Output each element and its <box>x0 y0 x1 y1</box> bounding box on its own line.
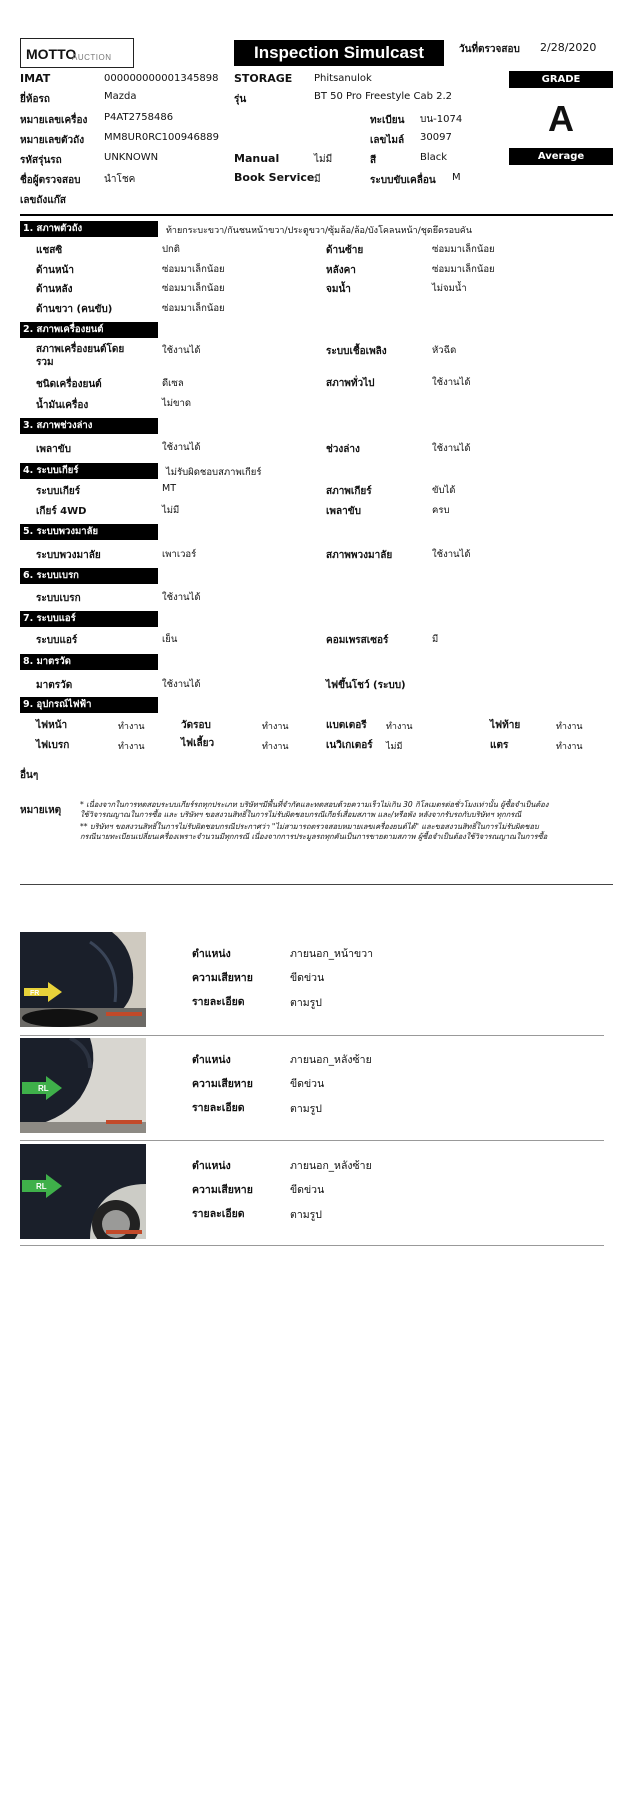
remarks-line-3: ** บริษัทฯ ขอสงวนสิทธิ์ในการไม่รับผิดชอบกรณีประกาศว่า "ไม่สามารถตรวจสอบหมายเลขเครื่องยนต์ได้" และขอสงวนสิทธิ์ในการไม่รับผิดชอบ <box>80 822 539 831</box>
damage-3-detail-value: ตามรูป <box>290 1209 322 1221</box>
left-side-label: ด้านซ้าย <box>326 245 364 256</box>
gear-shaft-value: ครบ <box>432 505 450 516</box>
gauge-value: ใช้งานได้ <box>162 679 201 690</box>
damage-2-position-value: ภายนอก_หลังซ้าย <box>290 1054 372 1066</box>
gear-system-value: MT <box>162 483 176 494</box>
storage-value: Phitsanulok <box>314 73 372 84</box>
suspension-value: ใช้งานได้ <box>432 443 471 454</box>
page-title: Inspection Simulcast <box>234 40 444 66</box>
warning-lights-label: ไฟขึ้นโชว์ (ระบบ) <box>326 680 406 691</box>
gas-tank-label: เลขถังแก๊ส <box>20 195 66 206</box>
turn-signal-value: ทำงาน <box>262 742 289 752</box>
rear-label: ด้านหลัง <box>36 284 73 295</box>
storage-label: STORAGE <box>234 72 293 85</box>
damage-separator <box>20 1140 604 1141</box>
engine-overall-label: สภาพเครื่องยนต์โดยรวม <box>36 344 125 368</box>
turn-signal-label: ไฟเลี้ยว <box>181 738 215 749</box>
gear-condition-label: สภาพเกียร์ <box>326 486 372 497</box>
imat-value: 000000000001345898 <box>104 73 219 84</box>
right-side-value: ซ่อมมาเล็กน้อย <box>162 303 225 314</box>
motto-auction-logo <box>20 38 134 68</box>
rpm-gauge-label: วัดรอบ <box>181 720 211 731</box>
navigator-value: ไม่มี <box>386 742 403 752</box>
damage-1-position-label: ตำแหน่ง <box>192 948 231 960</box>
battery-label: แบตเตอรี <box>326 720 367 731</box>
damage-2-detail-label: รายละเอียด <box>192 1102 245 1114</box>
grade-label: GRADE <box>509 71 613 88</box>
damage-2-type-value: ขีดข่วน <box>290 1078 325 1090</box>
aircon-system-value: เย็น <box>162 634 178 645</box>
damage-1-position-value: ภายนอก_หน้าขวา <box>290 948 374 960</box>
fuel-system-label: ระบบเชื้อเพลิง <box>326 346 387 357</box>
grade-value: A <box>548 98 574 139</box>
damage-2-type-label: ความเสียหาย <box>192 1078 253 1090</box>
photo-tag: FR <box>30 990 40 997</box>
damage-photo-rear-left[interactable] <box>20 1038 146 1133</box>
flood-value: ไม่จมน้ำ <box>432 283 467 294</box>
horn-value: ทำงาน <box>556 742 583 752</box>
drive-system-label: ระบบขับเคลื่อน <box>370 175 436 186</box>
registration-value: บน-1074 <box>420 114 463 125</box>
engine-type-label: ชนิดเครื่องยนต์ <box>36 379 102 390</box>
gauge-label: มาตรวัด <box>36 680 73 691</box>
inspector-label: ชื่อผู้ตรวจสอบ <box>20 175 81 186</box>
gear-system-label: ระบบเกียร์ <box>36 486 81 497</box>
tail-light-label: ไฟท้าย <box>490 720 521 731</box>
model-code-label: รหัสรุ่นรถ <box>20 155 62 166</box>
section-suspension-title: 3. สภาพช่วงล่าง <box>20 418 158 434</box>
chassis-number-label: หมายเลขตัวถัง <box>20 135 85 146</box>
damage-3-type-value: ขีดข่วน <box>290 1184 325 1196</box>
registration-label: ทะเบียน <box>370 115 405 126</box>
tail-light-value: ทำงาน <box>556 722 583 732</box>
steering-condition-label: สภาพพวงมาลัย <box>326 550 393 561</box>
model-label: รุ่น <box>234 94 247 105</box>
transmission-label: Manual <box>234 152 280 165</box>
chassis-value: ปกติ <box>162 244 180 255</box>
compressor-value: มี <box>432 634 439 645</box>
inspection-date-label: วันที่ตรวจสอบ <box>459 44 520 55</box>
engine-type-value: ดีเซล <box>162 378 184 389</box>
section-gear-title: 4. ระบบเกียร์ <box>20 463 158 479</box>
damage-1-type-label: ความเสียหาย <box>192 972 253 984</box>
damage-photo-front-right[interactable] <box>20 932 146 1027</box>
damage-photo-rear-left-2[interactable] <box>20 1144 146 1239</box>
other-label: อื่นๆ <box>20 770 39 781</box>
damage-1-detail-label: รายละเอียด <box>192 996 245 1008</box>
remarks-line-2: ใช้วิจารณญาณในการซื้อ และ บริษัทฯ ขอสงวนสิทธิ์ในการไม่รับผิดชอบกรณีเกียร์เสื่อมสภาพ และ/หรือพัง หลังจากรับรถกับบริษัทฯ ทุกกรณี <box>80 810 522 819</box>
aircon-system-label: ระบบแอร์ <box>36 635 78 646</box>
damage-3-position-label: ตำแหน่ง <box>192 1160 231 1172</box>
body-description: ท้ายกระบะขวา/กันชนหน้าขวา/ประตูขวา/ซุ้มล้อ/ล้อ/บังโคลนหน้า/ชุดยึดรอบคัน <box>166 226 472 236</box>
color-label: สี <box>370 155 377 166</box>
section-steering-title: 5. ระบบพวงมาลัย <box>20 524 158 540</box>
book-service-value: มี <box>314 174 321 185</box>
roof-value: ซ่อมมาเล็กน้อย <box>432 264 495 275</box>
suspension-label: ช่วงล่าง <box>326 444 360 455</box>
damage-separator <box>20 1245 604 1246</box>
engine-oil-value: ไม่ขาด <box>162 398 192 409</box>
imat-label: IMAT <box>20 72 51 85</box>
brake-light-value: ทำงาน <box>118 742 145 752</box>
section-brake-title: 6. ระบบเบรก <box>20 568 158 584</box>
remarks-line-4: กรณีนายทะเบียนเปลี่ยนเครื่องเพราะจำนวนมีทุกกรณี เนื่องจากการประมูลรถทุกคันเป็นการขายตามสภาพ ผู้ซื้อจำเป็นต้องใช้วิจารณญาณในการซื้อ <box>80 832 548 841</box>
model-value: BT 50 Pro Freestyle Cab 2.2 <box>314 91 453 102</box>
remarks-line-1: * เนื่องจากในการทดสอบระบบเกียร์รถทุกประเภท บริษัทฯมีพื้นที่จำกัดและทดสอบด้วยความเร็วไม่เกิน 30 กิโลเมตรต่อชั่วโมงเท่านั้น ผู้ซื้อจำเป็นต้อง <box>80 800 549 809</box>
mileage-label: เลขไมล์ <box>370 135 405 146</box>
engine-oil-label: น้ำมันเครื่อง <box>36 400 89 411</box>
section-gauge-title: 8. มาตรวัด <box>20 654 158 670</box>
roof-label: หลังคา <box>326 265 356 276</box>
chassis-number-value: MM8UR0RC100946889 <box>104 132 219 143</box>
book-service-label: Book Service <box>234 171 315 184</box>
damage-1-type-value: ขีดข่วน <box>290 972 325 984</box>
brand-value: Mazda <box>104 91 137 102</box>
gear-4wd-value: ไม่มี <box>162 505 180 516</box>
gear-description: ไม่รับผิดชอบสภาพเกียร์ <box>166 467 262 478</box>
damage-3-position-value: ภายนอก_หลังซ้าย <box>290 1160 372 1172</box>
logo-text: MOTTO <box>26 46 77 62</box>
fuel-system-value: หัวฉีด <box>432 345 457 356</box>
damage-separator <box>20 1035 604 1036</box>
remarks-divider <box>20 884 613 885</box>
remarks-label: หมายเหตุ <box>20 805 62 816</box>
front-value: ซ่อมมาเล็กน้อย <box>162 264 225 275</box>
steering-system-label: ระบบพวงมาลัย <box>36 550 101 561</box>
transmission-value: ไม่มี <box>314 154 333 165</box>
brake-light-label: ไฟเบรก <box>36 740 70 751</box>
brand-label: ยี่ห้อรถ <box>20 94 50 105</box>
photo-tag: RL <box>36 1182 47 1191</box>
steering-system-value: เพาเวอร์ <box>162 549 197 560</box>
front-label: ด้านหน้า <box>36 265 74 276</box>
headlight-label: ไฟหน้า <box>36 720 68 731</box>
general-condition-value: ใช้งานได้ <box>432 377 471 388</box>
engine-number-value: P4AT2758486 <box>104 112 174 123</box>
damage-2-detail-value: ตามรูป <box>290 1103 322 1115</box>
damage-1-detail-value: ตามรูป <box>290 997 322 1009</box>
damage-3-detail-label: รายละเอียด <box>192 1208 245 1220</box>
horn-label: แตร <box>490 740 509 751</box>
drive-system-value: M <box>452 172 461 183</box>
gear-shaft-label: เพลาขับ <box>326 506 361 517</box>
gear-4wd-label: เกียร์ 4WD <box>36 506 87 517</box>
battery-value: ทำงาน <box>386 722 413 732</box>
section-electrical-title: 9. อุปกรณ์ไฟฟ้า <box>20 697 158 713</box>
damage-3-type-label: ความเสียหาย <box>192 1184 253 1196</box>
drive-shaft-label: เพลาขับ <box>36 444 71 455</box>
engine-overall-value: ใช้งานได้ <box>162 345 201 356</box>
section-aircon-title: 7. ระบบแอร์ <box>20 611 158 627</box>
rear-value: ซ่อมมาเล็กน้อย <box>162 283 225 294</box>
compressor-label: คอมเพรสเซอร์ <box>326 635 389 646</box>
gear-condition-value: ขับได้ <box>432 485 456 496</box>
section-body-title: 1. สภาพตัวถัง <box>20 221 158 237</box>
section-engine-title: 2. สภาพเครื่องยนต์ <box>20 322 158 338</box>
rpm-gauge-value: ทำงาน <box>262 722 289 732</box>
drive-shaft-value: ใช้งานได้ <box>162 442 201 453</box>
chassis-label: แชสซิ <box>36 245 63 256</box>
model-code-value: UNKNOWN <box>104 152 159 163</box>
damage-2-position-label: ตำแหน่ง <box>192 1054 231 1066</box>
grade-description: Average <box>509 148 613 165</box>
steering-condition-value: ใช้งานได้ <box>432 549 471 560</box>
right-side-label: ด้านขวา (คนขับ) <box>36 304 113 315</box>
navigator-label: เนวิเกเตอร์ <box>326 740 373 751</box>
logo-subtext: AUCTION <box>72 53 112 62</box>
brake-system-label: ระบบเบรก <box>36 593 81 604</box>
headlight-value: ทำงาน <box>118 722 145 732</box>
header-divider <box>20 214 613 216</box>
inspection-date-value: 2/28/2020 <box>540 41 597 54</box>
left-side-value: ซ่อมมาเล็กน้อย <box>432 244 495 255</box>
brake-system-value: ใช้งานได้ <box>162 592 201 603</box>
general-condition-label: สภาพทั่วไป <box>326 378 375 389</box>
engine-number-label: หมายเลขเครื่อง <box>20 115 88 126</box>
color-value: Black <box>420 152 448 163</box>
flood-label: จมน้ำ <box>326 284 351 295</box>
mileage-value: 30097 <box>420 132 452 143</box>
inspector-value: นำโชค <box>104 174 136 185</box>
photo-tag: RL <box>38 1084 49 1093</box>
